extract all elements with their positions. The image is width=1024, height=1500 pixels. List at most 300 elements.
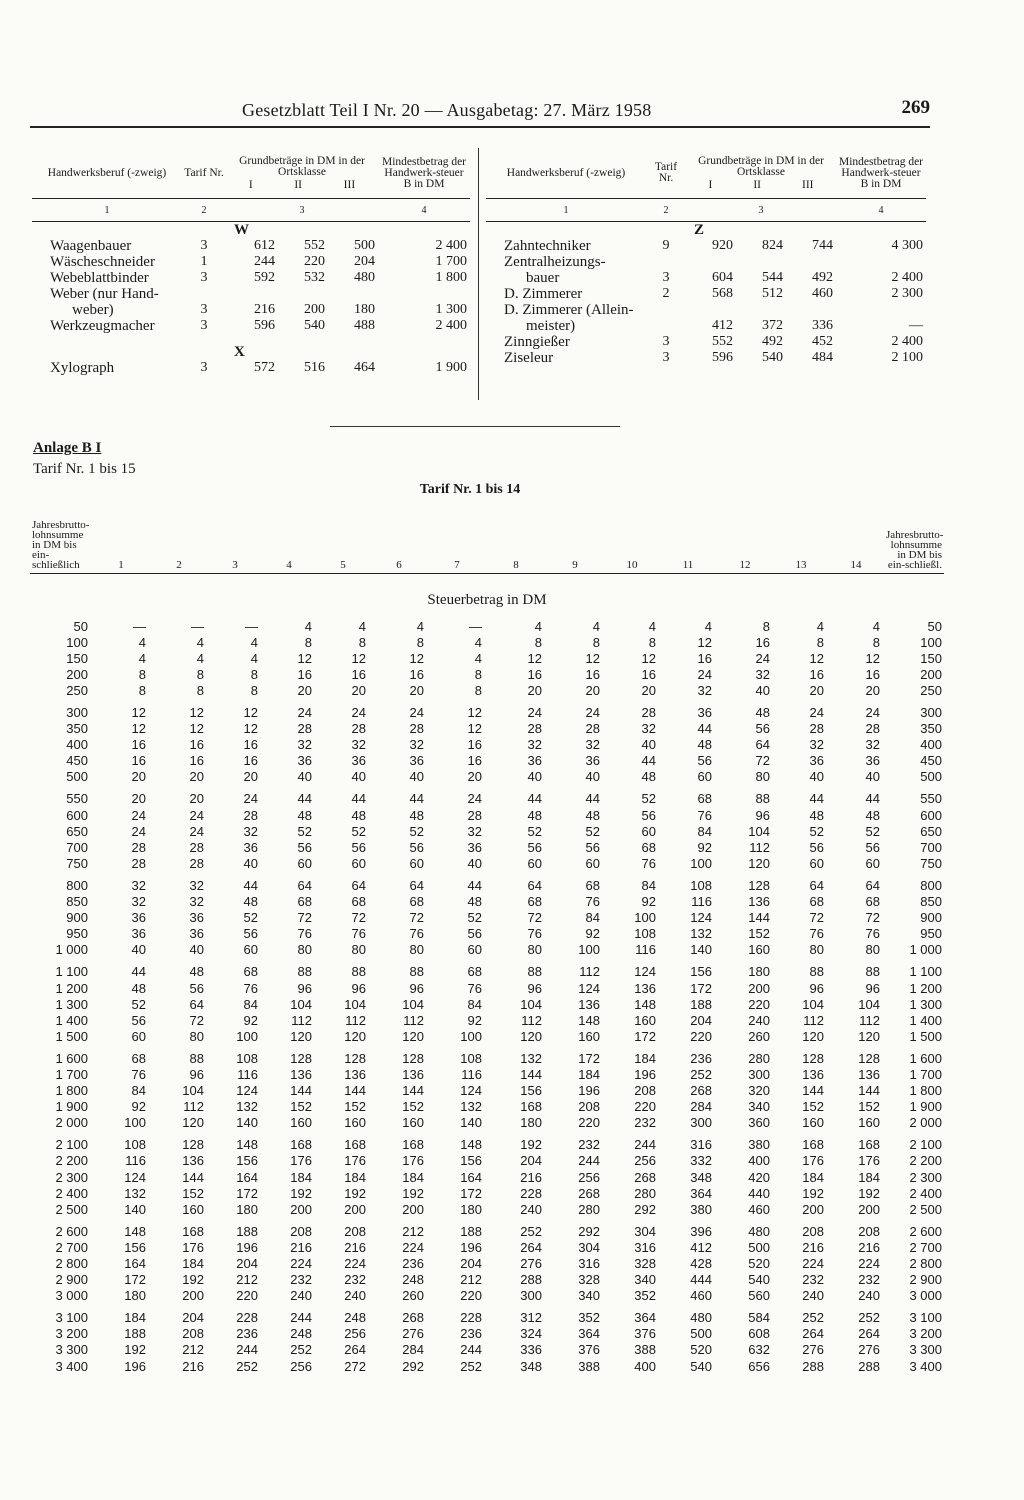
tax-value: 260 [402, 1288, 424, 1304]
tax-value: 272 [344, 1358, 366, 1374]
tax-table-body [30, 574, 944, 1375]
mindestbetrag: 1 800 [435, 270, 468, 285]
tax-value: 284 [402, 1342, 424, 1358]
page-number: 269 [901, 97, 930, 118]
tarif-number: 1 [200, 254, 208, 269]
tax-value: 24 [131, 807, 146, 823]
amount-right: 450 [920, 753, 942, 769]
tax-value: 4 [304, 618, 312, 634]
amount-right: 250 [920, 682, 942, 698]
tax-value: 108 [634, 926, 656, 942]
tax-value: 180 [460, 1201, 482, 1217]
tax-value: 20 [585, 682, 600, 698]
amount-left: 900 [66, 910, 88, 926]
amount-left: 800 [66, 877, 88, 893]
tax-row [30, 1012, 944, 1028]
amount-right: 1 700 [909, 1066, 942, 1082]
tax-value: 180 [236, 1201, 258, 1217]
tax-value: 36 [865, 753, 880, 769]
tax-value: 72 [189, 1012, 204, 1028]
tax-value: 92 [131, 1099, 146, 1115]
tax-value: 60 [809, 855, 824, 871]
amount-right: 600 [920, 807, 942, 823]
tax-value: 16 [297, 666, 312, 682]
tax-value: 252 [290, 1342, 312, 1358]
tax-value: 252 [460, 1358, 482, 1374]
tax-value: 40 [809, 769, 824, 785]
tax-value: 132 [520, 1050, 542, 1066]
tax-value: 56 [641, 807, 656, 823]
tax-value: 152 [858, 1099, 880, 1115]
tax-value: 32 [297, 737, 312, 753]
tax-value: 28 [409, 721, 424, 737]
tax-value: 136 [578, 996, 600, 1012]
amount-left: 1 600 [55, 1050, 88, 1066]
tax-value: 252 [858, 1310, 880, 1326]
header-grund-text: Grundbeträge in DM in der Ortsklasse [698, 154, 824, 178]
tax-value: 20 [131, 769, 146, 785]
tax-value: 12 [467, 721, 482, 737]
tax-value: 292 [578, 1223, 600, 1239]
tarif-col-11: 11 [660, 508, 716, 574]
tax-value: 28 [243, 807, 258, 823]
amount-left: 950 [66, 926, 88, 942]
tax-value: 192 [858, 1185, 880, 1201]
tax-value: 168 [290, 1137, 312, 1153]
tax-value: 172 [690, 980, 712, 996]
tax-value: 76 [297, 926, 312, 942]
tax-value: 8 [474, 682, 482, 698]
tax-row [30, 1326, 944, 1342]
tax-value: 48 [697, 737, 712, 753]
tax-value: 500 [690, 1326, 712, 1342]
tax-value: 112 [521, 1012, 542, 1028]
tax-value: 128 [344, 1050, 366, 1066]
tax-value: 608 [748, 1326, 770, 1342]
tax-value: 60 [697, 769, 712, 785]
tax-value: 28 [351, 721, 366, 737]
tax-value: 192 [290, 1185, 312, 1201]
tax-value: 12 [243, 721, 258, 737]
tax-value: 256 [344, 1326, 366, 1342]
tax-value: 480 [748, 1223, 770, 1239]
tax-value: 20 [189, 769, 204, 785]
tax-value: 220 [748, 996, 770, 1012]
tax-value: 8 [358, 634, 366, 650]
mindestbetrag: 1 700 [435, 254, 468, 269]
tax-value: 56 [755, 721, 770, 737]
tax-value: 104 [858, 996, 880, 1012]
tax-value: 88 [527, 964, 542, 980]
tax-value: 32 [755, 666, 770, 682]
tax-value: 208 [290, 1223, 312, 1239]
tax-value: 8 [816, 634, 824, 650]
tax-value: 12 [697, 634, 712, 650]
tax-value: 4 [250, 634, 258, 650]
amount-left: 400 [66, 737, 88, 753]
tarif-number: 2 [662, 286, 670, 301]
tax-value: 32 [189, 877, 204, 893]
craft-left-body [32, 222, 470, 377]
grundbetrag-i: 216 [254, 302, 275, 317]
tax-value: 28 [809, 721, 824, 737]
occupation-name-cont: meister) [526, 318, 576, 334]
tax-value: 52 [131, 996, 146, 1012]
tax-value: 12 [409, 650, 424, 666]
grundbetrag-iii: 500 [354, 238, 376, 253]
tax-value: 288 [858, 1358, 880, 1374]
tax-value: 104 [520, 996, 542, 1012]
tax-value: 28 [865, 721, 880, 737]
tax-value: 100 [124, 1115, 146, 1131]
tax-value: 244 [460, 1342, 482, 1358]
amount-right: 1 400 [909, 1012, 942, 1028]
tax-value: 28 [131, 855, 146, 871]
tarif-number: 3 [200, 238, 208, 253]
tax-value: 108 [236, 1050, 258, 1066]
tax-value: 44 [641, 753, 656, 769]
tax-table [30, 508, 944, 1374]
tax-value: 4 [592, 618, 600, 634]
header-occupation: Handwerksberuf (-zweig) [32, 148, 182, 199]
tax-value: 396 [690, 1223, 712, 1239]
tax-value: 56 [527, 839, 542, 855]
tax-value: 152 [182, 1185, 204, 1201]
tax-row [30, 1272, 944, 1288]
amount-left: 2 400 [55, 1185, 88, 1201]
tax-value: 68 [467, 964, 482, 980]
tax-value: 288 [802, 1358, 824, 1374]
tax-value: 68 [131, 1050, 146, 1066]
craft-row [486, 254, 926, 270]
tax-value: 4 [648, 618, 656, 634]
tax-row [30, 942, 944, 958]
tax-value: 4 [704, 618, 712, 634]
tax-value: 192 [802, 1185, 824, 1201]
tax-value: 112 [859, 1012, 880, 1028]
tax-value: 152 [344, 1099, 366, 1115]
amount-right: 150 [920, 650, 942, 666]
tax-value: 48 [809, 807, 824, 823]
tax-value: 96 [865, 980, 880, 996]
amount-right: 350 [920, 721, 942, 737]
tax-value: 60 [641, 823, 656, 839]
tax-value: 12 [131, 721, 146, 737]
tax-value: 40 [351, 769, 366, 785]
tax-value: 144 [520, 1066, 542, 1082]
tax-value: 480 [690, 1310, 712, 1326]
amount-right: 3 200 [909, 1326, 942, 1342]
tax-value: 244 [290, 1310, 312, 1326]
amount-right: 100 [920, 634, 942, 650]
tax-value: 264 [520, 1239, 542, 1255]
tax-value: 48 [755, 705, 770, 721]
tax-value: 132 [236, 1099, 258, 1115]
tax-value: 68 [809, 894, 824, 910]
tax-value: 48 [865, 807, 880, 823]
tax-value: 12 [131, 705, 146, 721]
tax-value: 52 [527, 823, 542, 839]
tax-value: 140 [236, 1115, 258, 1131]
tax-value: 276 [802, 1342, 824, 1358]
tax-value: 232 [634, 1115, 656, 1131]
header-jahresbrutto-right: Jahresbrutto-lohnsumme in DM bis ein-schließl. [884, 508, 944, 574]
grundbetrag-ii: 200 [304, 302, 325, 317]
tarif-number: 9 [662, 238, 670, 253]
tax-value: 36 [467, 839, 482, 855]
header-mindestbetrag: Mindestbetrag der Handwerk-steuer B in DM [836, 148, 926, 199]
occupation-name-cont: bauer [526, 270, 560, 286]
tax-value: 152 [290, 1099, 312, 1115]
tax-value: 172 [124, 1272, 146, 1288]
tax-value: 36 [527, 753, 542, 769]
tax-value: 32 [809, 737, 824, 753]
tax-value: 44 [585, 791, 600, 807]
tax-value: 132 [690, 926, 712, 942]
tax-value: 60 [527, 855, 542, 871]
amount-left: 450 [66, 753, 88, 769]
mindestbetrag: 2 400 [891, 270, 924, 285]
anlage-subtitle: Tarif Nr. 1 bis 15 [33, 461, 136, 477]
tax-value: 16 [131, 753, 146, 769]
tax-value: 12 [585, 650, 600, 666]
amount-left: 2 600 [55, 1223, 88, 1239]
tax-value: 240 [520, 1201, 542, 1217]
tax-value: 200 [402, 1201, 424, 1217]
tax-row [30, 823, 944, 839]
section-divider [330, 426, 620, 427]
tax-value: 144 [402, 1083, 424, 1099]
colnum: 1 [486, 199, 646, 222]
tarif-number: 3 [200, 302, 208, 317]
tax-value: 632 [748, 1342, 770, 1358]
tax-value: 156 [690, 964, 712, 980]
tax-value: 184 [182, 1256, 204, 1272]
tax-row [30, 650, 944, 666]
tax-row [30, 894, 944, 910]
tax-value: 156 [520, 1083, 542, 1099]
tax-value: 32 [131, 877, 146, 893]
mindestbetrag: 2 400 [435, 238, 468, 253]
tax-value: 40 [409, 769, 424, 785]
tax-value: 440 [748, 1185, 770, 1201]
tax-value: 8 [872, 634, 880, 650]
amount-left: 1 900 [55, 1099, 88, 1115]
tax-row [30, 1239, 944, 1255]
tax-value: 148 [460, 1137, 482, 1153]
ortsklasse-ii: II [753, 178, 762, 191]
amount-right: 900 [920, 910, 942, 926]
tax-value: 376 [578, 1342, 600, 1358]
tax-value: 168 [402, 1137, 424, 1153]
tax-value: 220 [236, 1288, 258, 1304]
tax-value: 172 [236, 1185, 258, 1201]
grundbetrag-i: 568 [712, 286, 733, 301]
tax-value: 72 [297, 910, 312, 926]
craft-row [32, 360, 470, 376]
tax-value: 88 [755, 791, 770, 807]
tax-value: 104 [344, 996, 366, 1012]
tax-table-title: Tarif Nr. 1 bis 14 [419, 482, 521, 497]
tax-value: 204 [236, 1256, 258, 1272]
tax-value: 52 [809, 823, 824, 839]
occupation-name: Zahntechniker [504, 238, 591, 254]
tax-value: 28 [189, 839, 204, 855]
tax-row [30, 785, 944, 807]
occupation-name: Zinngießer [504, 334, 570, 350]
tax-value: 136 [402, 1066, 424, 1082]
craft-row [486, 334, 926, 350]
amount-left: 2 100 [55, 1137, 88, 1153]
tax-value: 256 [290, 1358, 312, 1374]
tax-row [30, 666, 944, 682]
tax-value: 388 [578, 1358, 600, 1374]
tax-value: 36 [351, 753, 366, 769]
colnum: 3 [226, 199, 378, 222]
tax-value: 216 [290, 1239, 312, 1255]
tax-value: 144 [858, 1083, 880, 1099]
tax-value: 140 [124, 1201, 146, 1217]
tax-value: 36 [585, 753, 600, 769]
tax-row [30, 753, 944, 769]
tax-value: 252 [520, 1223, 542, 1239]
tax-value: 136 [634, 980, 656, 996]
header-tarif: Tarif Nr. [646, 148, 686, 199]
tarif-number [646, 318, 686, 334]
craft-row [32, 270, 470, 286]
tax-value: 32 [409, 737, 424, 753]
tax-value: 184 [858, 1169, 880, 1185]
tax-value: 8 [138, 682, 146, 698]
tax-value: 316 [690, 1137, 712, 1153]
tax-value: 304 [578, 1239, 600, 1255]
tax-value: 236 [402, 1256, 424, 1272]
amount-left: 500 [66, 769, 88, 785]
tax-value: 96 [297, 980, 312, 996]
tax-value: 84 [243, 996, 258, 1012]
amount-right: 1 300 [909, 996, 942, 1012]
tax-value: 16 [243, 753, 258, 769]
amount-right: 2 800 [909, 1256, 942, 1272]
amount-right: 200 [920, 666, 942, 682]
tax-value: 268 [634, 1169, 656, 1185]
tax-value: 104 [402, 996, 424, 1012]
tarif-col-2: 2 [150, 508, 208, 574]
tax-value: 184 [402, 1169, 424, 1185]
amount-right: 400 [920, 737, 942, 753]
amount-left: 2 000 [55, 1115, 88, 1131]
tax-value: 216 [520, 1169, 542, 1185]
tax-value: 304 [634, 1223, 656, 1239]
tax-value: 584 [748, 1310, 770, 1326]
tax-value: 300 [690, 1115, 712, 1131]
tax-value: 208 [578, 1099, 600, 1115]
tax-value: 40 [131, 942, 146, 958]
craft-row [486, 286, 926, 302]
tax-value: 48 [243, 894, 258, 910]
tax-value: 364 [578, 1326, 600, 1342]
tax-value: 72 [527, 910, 542, 926]
tax-value: 32 [351, 737, 366, 753]
tax-value: 332 [690, 1153, 712, 1169]
tax-value: 132 [460, 1099, 482, 1115]
amount-right: 2 100 [909, 1137, 942, 1153]
tax-value: 120 [802, 1028, 824, 1044]
tax-value: 104 [182, 1083, 204, 1099]
tax-value: 316 [634, 1239, 656, 1255]
tax-value: 24 [189, 823, 204, 839]
tax-value: 200 [182, 1288, 204, 1304]
tax-value: 236 [460, 1326, 482, 1342]
tax-value: 56 [697, 753, 712, 769]
tax-value: 32 [243, 823, 258, 839]
tax-value: 16 [243, 737, 258, 753]
tax-value: 60 [243, 942, 258, 958]
tax-value: 8 [304, 634, 312, 650]
tax-value: 68 [697, 791, 712, 807]
steuerbetrag-caption: Steuerbetrag in DM [427, 591, 547, 608]
tax-value: 96 [809, 980, 824, 996]
tax-value: 108 [124, 1137, 146, 1153]
tax-value: 184 [634, 1050, 656, 1066]
tax-value: 136 [344, 1066, 366, 1082]
tax-value: 160 [182, 1201, 204, 1217]
tax-value: 56 [409, 839, 424, 855]
amount-left: 100 [66, 634, 88, 650]
spacer [486, 222, 646, 239]
tax-value: 380 [690, 1201, 712, 1217]
tax-value: 24 [585, 705, 600, 721]
tax-row [30, 618, 944, 634]
letter-row [32, 222, 470, 239]
tax-value: 96 [527, 980, 542, 996]
tax-value: 12 [243, 705, 258, 721]
tax-value: 40 [755, 682, 770, 698]
tax-value: 292 [634, 1201, 656, 1217]
tax-value: 20 [351, 682, 366, 698]
tax-value: 100 [578, 942, 600, 958]
tax-value: 64 [409, 877, 424, 893]
tax-value: 80 [865, 942, 880, 958]
craft-row [32, 302, 470, 318]
tax-value: 24 [697, 666, 712, 682]
grundbetrag-ii: 544 [762, 270, 783, 285]
tax-value: 268 [578, 1185, 600, 1201]
tax-value: 72 [755, 753, 770, 769]
tax-value: 148 [236, 1137, 258, 1153]
tax-value: 144 [182, 1169, 204, 1185]
tax-value: 280 [578, 1201, 600, 1217]
tax-value: 232 [344, 1272, 366, 1288]
tax-value: 20 [131, 791, 146, 807]
tarif-col-12: 12 [716, 508, 774, 574]
tax-value: 44 [809, 791, 824, 807]
tax-value: 176 [344, 1153, 366, 1169]
tax-value: 12 [351, 650, 366, 666]
tax-value: 56 [131, 1012, 146, 1028]
tax-value: 184 [290, 1169, 312, 1185]
tax-value: 216 [802, 1239, 824, 1255]
tax-value: 60 [865, 855, 880, 871]
tax-value: 232 [858, 1272, 880, 1288]
occupation-name: D. Zimmerer [504, 286, 583, 302]
header-grund-text: Grundbeträge in DM in der Ortsklasse [239, 154, 365, 178]
tax-value: 8 [196, 666, 204, 682]
tax-value: 232 [578, 1137, 600, 1153]
tax-value: 348 [520, 1358, 542, 1374]
ortsklassen [228, 180, 376, 191]
tax-value: 120 [858, 1028, 880, 1044]
